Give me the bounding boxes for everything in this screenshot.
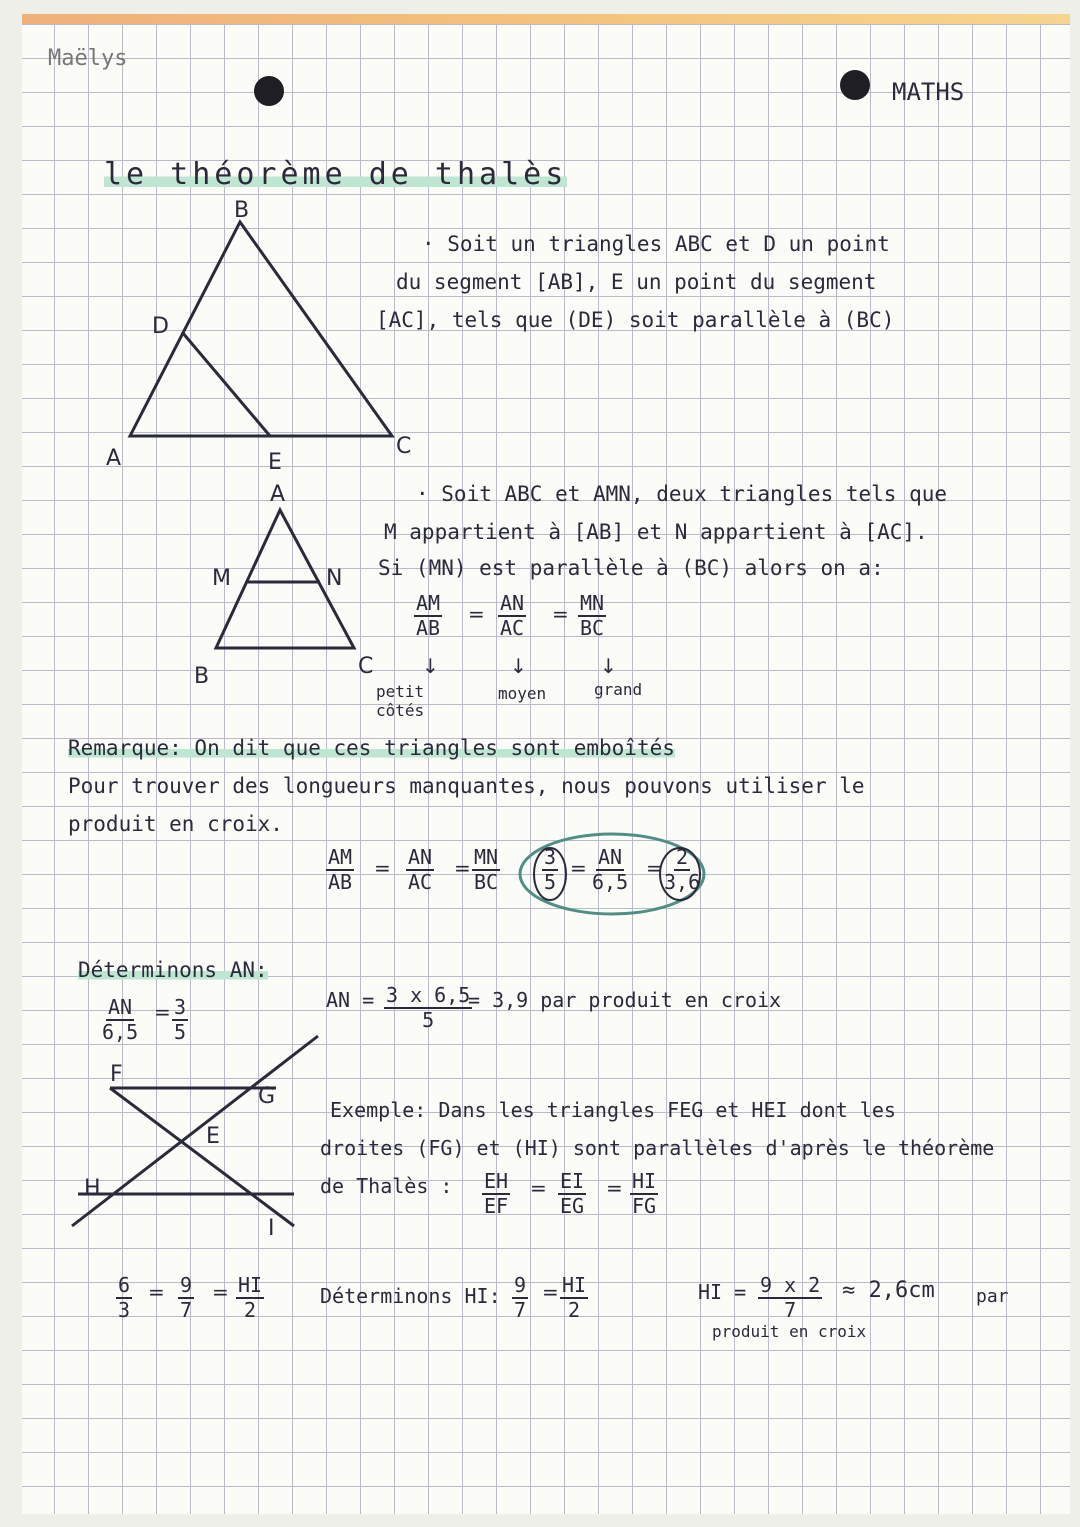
label-b: B xyxy=(234,198,250,223)
segment-de xyxy=(182,332,270,436)
definition-line: [AC], tels que (DE) soit parallèle à (BC) xyxy=(376,308,895,332)
label-n: N xyxy=(326,566,343,591)
remark-line: Pour trouver des longueurs manquantes, nous pouvons utiliser le xyxy=(68,774,865,798)
definition-line: M appartient à [AB] et N appartient à [AC]. xyxy=(384,520,928,544)
ratio-hi-2: $\frac{HI}{2}$ xyxy=(562,1273,587,1322)
ratio-an-65: $\frac{AN}{6,5}$ xyxy=(102,995,139,1044)
arrow-down: ↓ xyxy=(510,654,527,678)
definition-line: du segment [AB], E un point du segment xyxy=(396,270,877,294)
label-m: M xyxy=(212,566,231,591)
arrow-down: ↓ xyxy=(422,654,439,678)
ratio-hi-fg: $\frac{HI}{FG}$ xyxy=(632,1169,657,1218)
ratio-mn-bc: $\frac{MN}{BC}$ xyxy=(580,591,605,640)
hi-formula-lhs: HI = xyxy=(698,1280,747,1304)
remark-line: Remarque: On dit que ces triangles sont emboîtés xyxy=(68,736,675,760)
remark-line: produit en croix. xyxy=(68,812,283,836)
ratio-2-36: $\frac{2}{3,6}$ xyxy=(664,845,701,894)
definition-line: Si (MN) est parallèle à (BC) alors on a: xyxy=(378,556,884,580)
equals-sign: = xyxy=(542,1280,559,1304)
definition-line: · Soit un triangles ABC et D un point xyxy=(422,232,890,256)
example-line: droites (FG) et (HI) sont parallèles d'après le théorème xyxy=(320,1136,995,1160)
label-b: B xyxy=(194,664,210,689)
ratio-am-ab: $\frac{AM}{AB}$ xyxy=(328,845,353,894)
triangle-abc xyxy=(130,222,392,436)
equals-sign: = xyxy=(570,856,587,880)
label-a: A xyxy=(106,446,122,471)
example-line: de Thalès : xyxy=(320,1174,453,1198)
label-c: C xyxy=(396,434,412,459)
ratio-9-7: $\frac{9}{7}$ xyxy=(180,1273,193,1322)
equals-sign: = xyxy=(148,1280,165,1304)
ratio-9-7: $\frac{9}{7}$ xyxy=(514,1273,527,1322)
an-formula-fraction: $\frac{3 x 6,5}{5}$ xyxy=(386,983,471,1032)
ratio-an-ac: $\frac{AN}{AC}$ xyxy=(500,591,525,640)
notebook-page xyxy=(22,14,1070,1514)
size-medium-label: moyen xyxy=(498,684,547,703)
ratio-am-ab: $\frac{AM}{AB}$ xyxy=(416,591,441,640)
ratio-eh-ef: $\frac{EH}{EF}$ xyxy=(484,1169,509,1218)
ratio-an-65: $\frac{AN}{6,5}$ xyxy=(592,845,629,894)
label-f: F xyxy=(110,1062,123,1087)
label-h: H xyxy=(84,1176,101,1201)
label-e: E xyxy=(268,450,282,475)
binder-hole xyxy=(254,76,284,106)
equals-sign: = xyxy=(454,856,471,880)
triangle-abc-figure xyxy=(102,204,402,464)
hi-result-suffix: par xyxy=(976,1286,1009,1307)
definition-line: · Soit ABC et AMN, deux triangles tels que xyxy=(416,482,948,506)
ratio-an-ac: $\frac{AN}{AC}$ xyxy=(408,845,433,894)
equals-sign: = xyxy=(530,1176,547,1200)
label-i: I xyxy=(268,1216,275,1241)
example-line: Exemple: Dans les triangles FEG et HEI dont les xyxy=(330,1098,896,1122)
determine-hi-heading: Déterminons HI: xyxy=(320,1284,501,1308)
subject-label: MATHS xyxy=(892,78,965,106)
thales-butterfly-figure xyxy=(62,1034,342,1234)
ratio-3-5: $\frac{3}{5}$ xyxy=(544,845,557,894)
label-c: C xyxy=(358,654,374,679)
size-small-label: petit côtés xyxy=(376,682,425,721)
line-he-g xyxy=(72,1036,318,1226)
ratio-mn-bc: $\frac{MN}{BC}$ xyxy=(474,845,499,894)
author-name: Maëlys xyxy=(48,46,128,71)
arrow-down: ↓ xyxy=(600,654,617,678)
label-e: E xyxy=(206,1124,220,1149)
label-a: A xyxy=(270,482,286,507)
equals-sign: = xyxy=(212,1280,229,1304)
hi-formula-fraction: $\frac{9 x 2}{7}$ xyxy=(760,1273,821,1322)
hi-result: ≈ 2,6cm xyxy=(842,1278,935,1303)
page-title: le théorème de thalès xyxy=(104,157,568,192)
label-d: D xyxy=(152,314,169,339)
ratio-3-5: $\frac{3}{5}$ xyxy=(174,995,187,1044)
equals-sign: = xyxy=(552,602,569,626)
determine-an-heading: Déterminons AN: xyxy=(78,958,268,982)
binder-hole xyxy=(840,70,870,100)
an-formula-lhs: AN = xyxy=(326,988,375,1012)
page-top-band xyxy=(22,14,1070,24)
label-g: G xyxy=(258,1084,276,1109)
ratio-hi-2: $\frac{HI}{2}$ xyxy=(238,1273,263,1322)
equals-sign: = xyxy=(154,1000,171,1024)
equals-sign: = xyxy=(606,1176,623,1200)
an-result: = 3,9 par produit en croix xyxy=(468,988,782,1012)
size-large-label: grand xyxy=(594,680,643,699)
ratio-ei-eg: $\frac{EI}{EG}$ xyxy=(560,1169,585,1218)
equals-sign: = xyxy=(646,856,663,880)
hi-result-method: produit en croix xyxy=(712,1322,867,1341)
ratio-6-3: $\frac{6}{3}$ xyxy=(118,1273,131,1322)
equals-sign: = xyxy=(468,602,485,626)
equals-sign: = xyxy=(374,856,391,880)
